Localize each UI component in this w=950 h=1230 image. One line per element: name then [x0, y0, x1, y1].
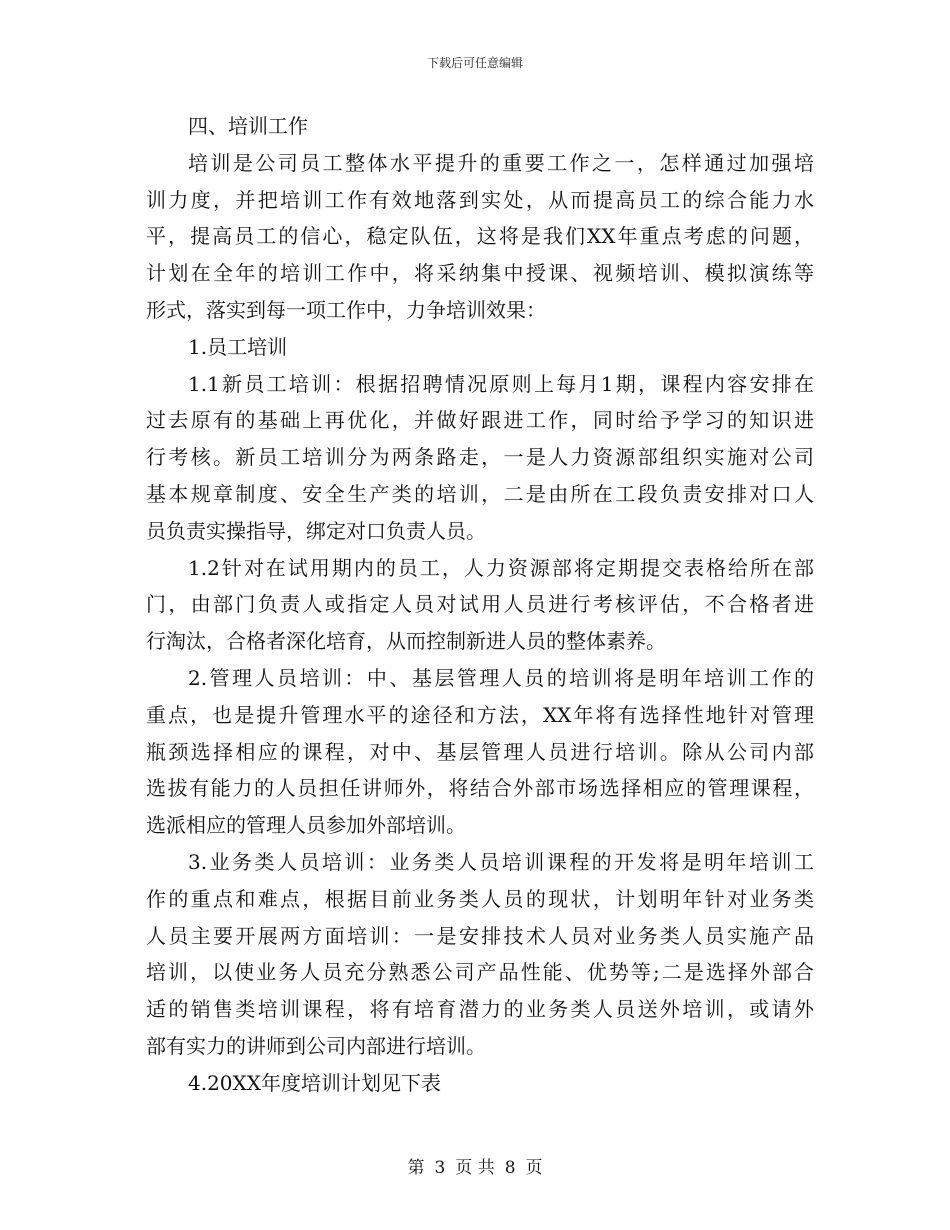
body-line: 基本规章制度、安全生产类的培训，二是由所在工段负责安排对口人: [146, 481, 814, 506]
body-line: 3.业务类人员培训：业务类人员培训课程的开发将是明年培训工: [188, 849, 814, 874]
body-line: 选拔有能力的人员担任讲师外，将结合外部市场选择相应的管理课程，: [146, 776, 814, 801]
body-line: 形式，落实到每一项工作中，力争培训效果：: [146, 297, 546, 322]
page-footer: [0, 1153, 950, 1178]
body-line: 重点，也是提升管理水平的途径和方法，XX年将有选择性地针对管理: [146, 702, 814, 727]
body-line: 培训，以使业务人员充分熟悉公司产品性能、优势等;二是选择外部合: [146, 960, 814, 985]
body-line: 员负责实操指导，绑定对口负责人员。: [146, 518, 486, 543]
body-line: 过去原有的基础上再优化，并做好跟进工作，同时给予学习的知识进: [146, 408, 814, 433]
header-note: 下载后可任意编辑: [426, 56, 523, 70]
body-line: 1.员工培训: [188, 334, 288, 359]
body-line: 1.2针对在试用期内的员工，人力资源部将定期提交表格给所在部: [188, 555, 814, 580]
body-line: 部有实力的讲师到公司内部进行培训。: [146, 1033, 486, 1058]
body-line: 适的销售类培训课程，将有培育潜力的业务类人员送外培训，或请外: [146, 997, 814, 1022]
body-line: 1.1新员工培训：根据招聘情况原则上每月1期，课程内容安排在: [188, 371, 814, 396]
page-current: 3: [434, 1158, 446, 1178]
body-line: 选派相应的管理人员参加外部培训。: [146, 813, 466, 838]
body-line: 培训是公司员工整体水平提升的重要工作之一，怎样通过加强培: [188, 150, 814, 175]
body-line: 2.管理人员培训：中、基层管理人员的培训将是明年培训工作的: [188, 665, 814, 690]
body-line: 4.20XX年度培训计划见下表: [188, 1070, 442, 1095]
page-label-prefix: 第: [407, 1158, 425, 1178]
page-label-mid: 页 共: [455, 1158, 495, 1178]
body-line: 平，提高员工的信心，稳定队伍，这将是我们XX年重点考虑的问题，: [146, 224, 814, 249]
body-line: 训力度，并把培训工作有效地落到实处，从而提高员工的综合能力水: [146, 187, 814, 212]
page-label-suffix: 页: [525, 1158, 543, 1178]
body-line: 行淘汰，合格者深化培育，从而控制新进人员的整体素养。: [146, 629, 666, 654]
body-line: 作的重点和难点，根据目前业务类人员的现状，计划明年针对业务类: [146, 886, 814, 911]
body-line: 四、培训工作: [188, 114, 308, 138]
body-line: 行考核。新员工培训分为两条路走，一是人力资源部组织实施对公司: [146, 445, 814, 470]
body-line: 门，由部门负责人或指定人员对试用人员进行考核评估，不合格者进: [146, 592, 814, 617]
body-line: 瓶颈选择相应的课程，对中、基层管理人员进行培训。除从公司内部: [146, 739, 814, 764]
document-body: [146, 108, 814, 1102]
page-total: 8: [504, 1158, 516, 1178]
body-line: 计划在全年的培训工作中，将采纳集中授课、视频培训、模拟演练等: [146, 261, 814, 286]
body-line: 人员主要开展两方面培训：一是安排技术人员对业务类人员实施产品: [146, 923, 814, 948]
